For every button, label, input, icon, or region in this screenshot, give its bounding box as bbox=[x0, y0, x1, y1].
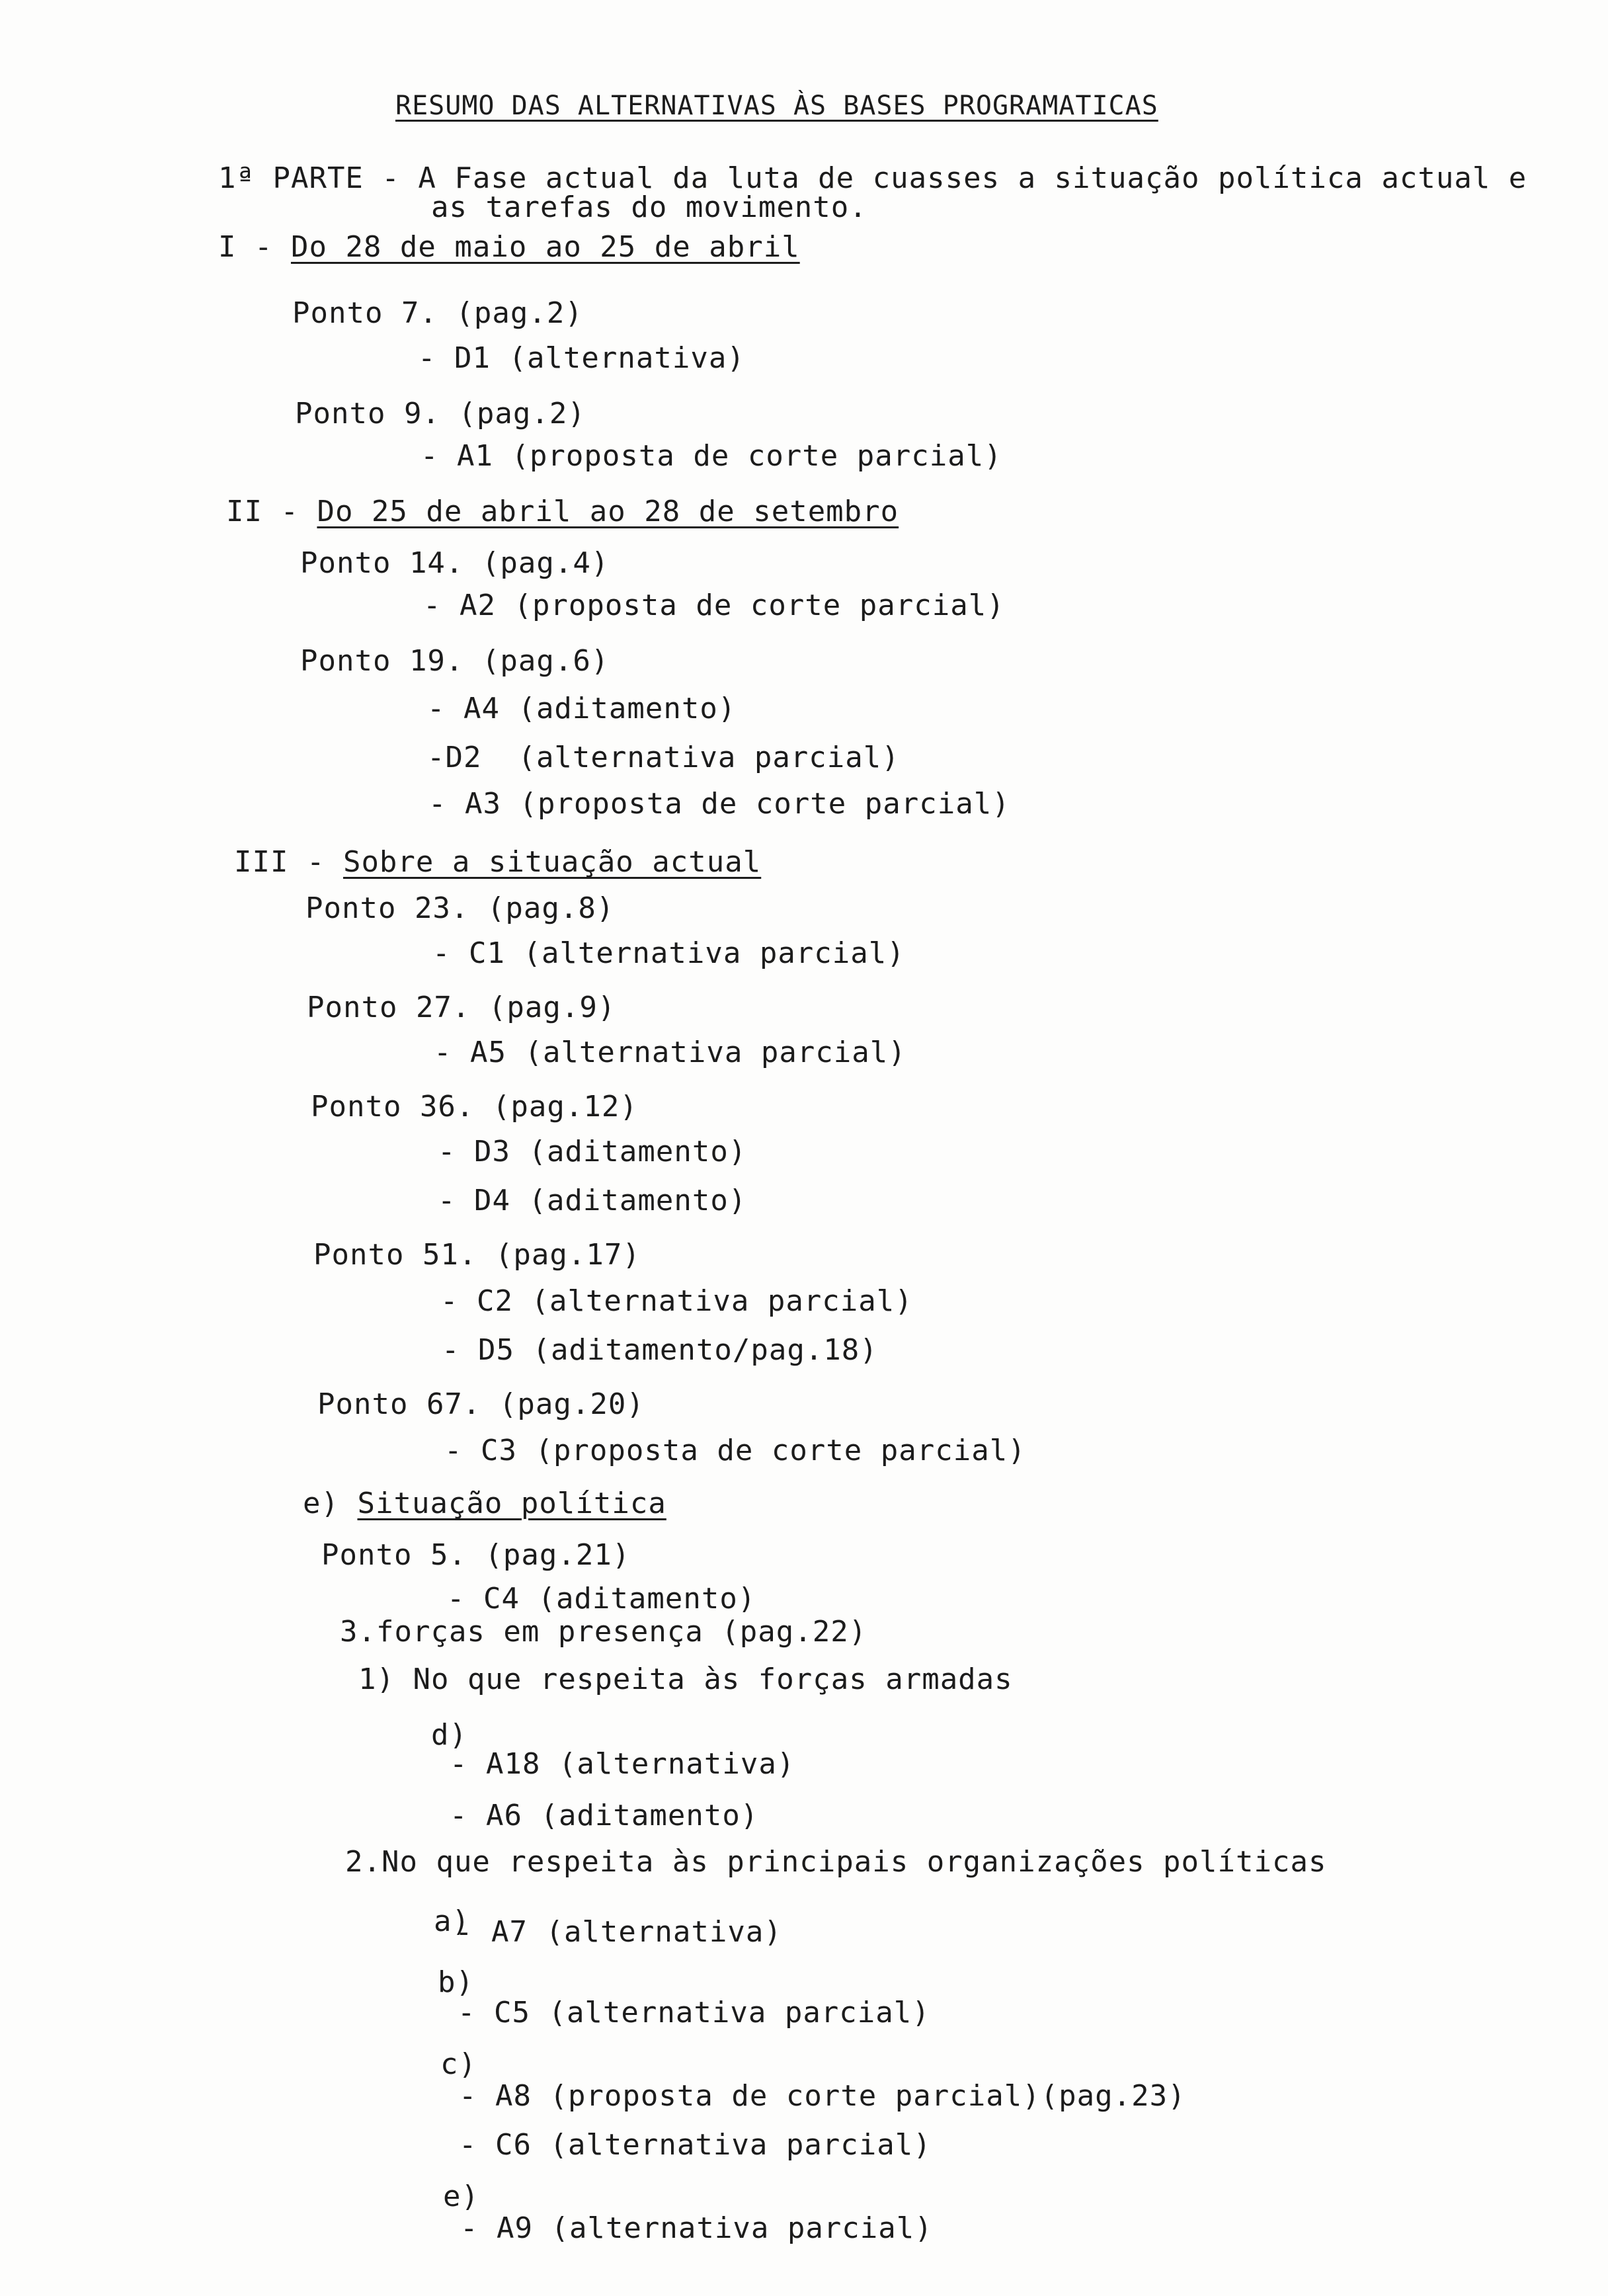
section-title: Do 25 de abril ao 28 de setembro bbox=[317, 495, 899, 528]
document-title: RESUMO DAS ALTERNATIVAS ÀS BASES PROGRAMATICAS bbox=[395, 91, 1158, 121]
label-c: c) bbox=[440, 2047, 477, 2081]
ponto-14: Ponto 14. (pag.4) bbox=[300, 546, 610, 580]
item-a3: - A3 (proposta de corte parcial) bbox=[428, 787, 1010, 821]
item-c5: - C5 (alternativa parcial) bbox=[458, 1996, 930, 2030]
label-a: a) bbox=[434, 1905, 470, 1938]
subsection-heading-e bbox=[303, 1489, 666, 1518]
item-d2: -D2 (alternativa parcial) bbox=[427, 741, 900, 774]
section-title: Sobre a situação actual bbox=[342, 845, 762, 879]
item-c6: - C6 (alternativa parcial) bbox=[459, 2128, 932, 2162]
item-c2: - C2 (alternativa parcial) bbox=[440, 1284, 913, 1318]
ponto-19: Ponto 19. (pag.6) bbox=[300, 644, 610, 678]
item-a9: - A9 (alternativa parcial) bbox=[460, 2211, 933, 2245]
section-heading-1 bbox=[218, 230, 800, 264]
item-a18: - A18 (alternativa) bbox=[450, 1747, 795, 1781]
label-d: d) bbox=[431, 1718, 467, 1752]
forcas-heading: 3.forças em presença (pag.22) bbox=[340, 1615, 867, 1649]
forcas-armadas-heading: 1) No que respeita às forças armadas bbox=[358, 1662, 1013, 1696]
ponto-7: Ponto 7. (pag.2) bbox=[292, 296, 583, 330]
item-a4: - A4 (aditamento) bbox=[427, 692, 737, 725]
organizacoes-heading: 2.No que respeita às principais organizações políticas bbox=[345, 1845, 1327, 1879]
label-b: b) bbox=[438, 1965, 474, 1999]
label-e: e) bbox=[443, 2180, 479, 2213]
item-a1: - A1 (proposta de corte parcial) bbox=[421, 439, 1002, 473]
ponto-9: Ponto 9. (pag.2) bbox=[295, 397, 586, 430]
item-a6: - A6 (aditamento) bbox=[450, 1799, 759, 1832]
section-number: II - bbox=[226, 495, 317, 528]
item-c4: - C4 (aditamento) bbox=[447, 1582, 756, 1616]
item-c1: - C1 (alternativa parcial) bbox=[432, 936, 905, 970]
ponto-67: Ponto 67. (pag.20) bbox=[317, 1387, 645, 1421]
item-d5: - D5 (aditamento/pag.18) bbox=[442, 1333, 878, 1367]
ponto-27: Ponto 27. (pag.9) bbox=[307, 991, 616, 1024]
item-c3: - C3 (proposta de corte parcial) bbox=[444, 1434, 1026, 1467]
part-heading-continuation: as tarefas do movimento. bbox=[431, 190, 867, 224]
item-a2: - A2 (proposta de corte parcial) bbox=[423, 589, 1005, 622]
section-heading-2 bbox=[226, 497, 899, 526]
section-heading-3 bbox=[234, 845, 762, 879]
section-number: I - bbox=[218, 230, 291, 264]
ponto-36: Ponto 36. (pag.12) bbox=[311, 1090, 638, 1124]
section-title: Do 28 de maio ao 25 de abril bbox=[290, 230, 800, 264]
item-d4: - D4 (aditamento) bbox=[438, 1184, 747, 1217]
section-number: III - bbox=[234, 845, 343, 879]
item-d1: - D1 (alternativa) bbox=[418, 341, 745, 375]
item-a5: - A5 (alternativa parcial) bbox=[434, 1036, 906, 1069]
ponto-5: Ponto 5. (pag.21) bbox=[321, 1538, 631, 1572]
ponto-23: Ponto 23. (pag.8) bbox=[305, 891, 615, 925]
item-d3: - D3 (aditamento) bbox=[438, 1135, 747, 1168]
item-a7: - A7 (alternativa) bbox=[455, 1915, 782, 1949]
subsection-label: e) bbox=[303, 1487, 358, 1520]
ponto-51: Ponto 51. (pag.17) bbox=[313, 1238, 641, 1272]
item-a8: - A8 (proposta de corte parcial)(pag.23) bbox=[459, 2079, 1186, 2113]
subsection-title: Situação política bbox=[357, 1487, 666, 1520]
part-heading: 1ª PARTE - A Fase actual da luta de cuasses a situação política actual e bbox=[218, 161, 1527, 195]
